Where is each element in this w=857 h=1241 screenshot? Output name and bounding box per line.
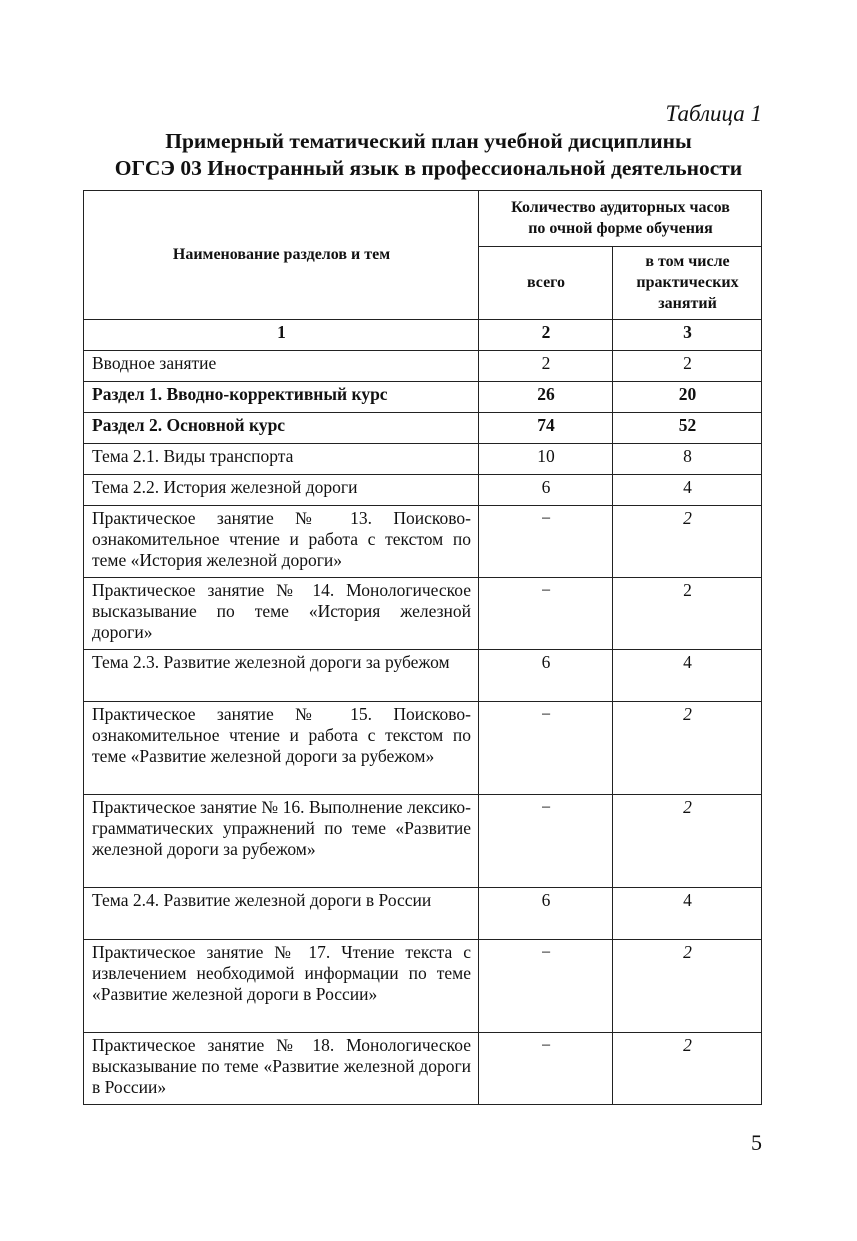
row-total: −: [479, 578, 613, 650]
table-row: [84, 506, 762, 578]
row-practical: 52: [613, 413, 762, 444]
header-practical-line-2: практических: [636, 274, 739, 291]
table-caption: Таблица 1: [665, 101, 762, 126]
column-number-3: 3: [613, 320, 762, 351]
row-total: 74: [479, 413, 613, 444]
header-practical-line-1: в том числе: [645, 253, 730, 270]
column-number-2: 2: [479, 320, 613, 351]
thematic-plan-table: [83, 190, 762, 1105]
row-practical: 4: [613, 888, 762, 940]
row-name: Вводное занятие: [84, 351, 479, 382]
row-name: Практическое занятие № 17. Чтение текста с извлечением необходимой информации по теме «Развитие железной дороги в России»: [84, 940, 479, 1033]
table-row: [84, 444, 762, 475]
row-name: Раздел 1. Вводно-коррективный курс: [84, 382, 479, 413]
row-total: −: [479, 702, 613, 795]
row-total: −: [479, 940, 613, 1033]
row-total: 2: [479, 351, 613, 382]
table-row: [84, 1033, 762, 1105]
row-practical: 2: [613, 578, 762, 650]
table-row: [84, 578, 762, 650]
table-row: [84, 413, 762, 444]
row-practical: 4: [613, 650, 762, 702]
page-title: [0, 128, 857, 182]
row-name: Раздел 2. Основной курс: [84, 413, 479, 444]
row-total: 26: [479, 382, 613, 413]
header-practical: [613, 247, 762, 320]
row-name: Практическое занятие № 14. Монологическое высказывание по теме «История железной дороги»: [84, 578, 479, 650]
table-row: [84, 888, 762, 940]
row-practical: 2: [613, 940, 762, 1033]
table-row: [84, 382, 762, 413]
title-line-2: ОГСЭ 03 Иностранный язык в профессиональной деятельности: [114, 156, 743, 180]
header-practical-line-3: занятий: [658, 295, 717, 312]
header-hours-line-1: Количество аудиторных часов: [511, 199, 730, 216]
row-total: 6: [479, 650, 613, 702]
table-row: [84, 940, 762, 1033]
row-total: 6: [479, 475, 613, 506]
row-name: Практическое занятие № 16. Выполнение лексико-грамматических упражнений по теме «Развитие железной дороги за рубежом»: [84, 795, 479, 888]
column-number-1: 1: [84, 320, 479, 351]
page-number: 5: [751, 1130, 762, 1155]
header-section-name: Наименование разделов и тем: [84, 191, 479, 320]
row-total: 10: [479, 444, 613, 475]
row-total: −: [479, 506, 613, 578]
row-practical: 2: [613, 702, 762, 795]
row-practical: 2: [613, 506, 762, 578]
header-total: всего: [479, 247, 613, 320]
table-row: [84, 351, 762, 382]
row-name: Практическое занятие № 18. Монологическое высказывание по теме «Развитие железной дороги в России»: [84, 1033, 479, 1105]
row-practical: 2: [613, 1033, 762, 1105]
row-name: Тема 2.1. Виды транспорта: [84, 444, 479, 475]
table-row: [84, 795, 762, 888]
row-name: Тема 2.3. Развитие железной дороги за рубежом: [84, 650, 479, 702]
row-name: Тема 2.2. История железной дороги: [84, 475, 479, 506]
title-line-1: Примерный тематический план учебной дисциплины: [165, 129, 692, 153]
header-hours-line-2: по очной форме обучения: [528, 220, 713, 237]
row-practical: 2: [613, 795, 762, 888]
row-practical: 20: [613, 382, 762, 413]
table-row: [84, 475, 762, 506]
row-name: Тема 2.4. Развитие железной дороги в России: [84, 888, 479, 940]
row-practical: 2: [613, 351, 762, 382]
header-hours-group: [479, 191, 762, 247]
row-total: 6: [479, 888, 613, 940]
table-row: [84, 650, 762, 702]
row-practical: 4: [613, 475, 762, 506]
row-name: Практическое занятие № 15. Поисково-ознакомительное чтение и работа с текстом по теме «Развитие железной дороги за рубежом»: [84, 702, 479, 795]
row-practical: 8: [613, 444, 762, 475]
table-row: [84, 702, 762, 795]
row-total: −: [479, 795, 613, 888]
row-total: −: [479, 1033, 613, 1105]
row-name: Практическое занятие № 13. Поисково-ознакомительное чтение и работа с текстом по теме «История железной дороги»: [84, 506, 479, 578]
